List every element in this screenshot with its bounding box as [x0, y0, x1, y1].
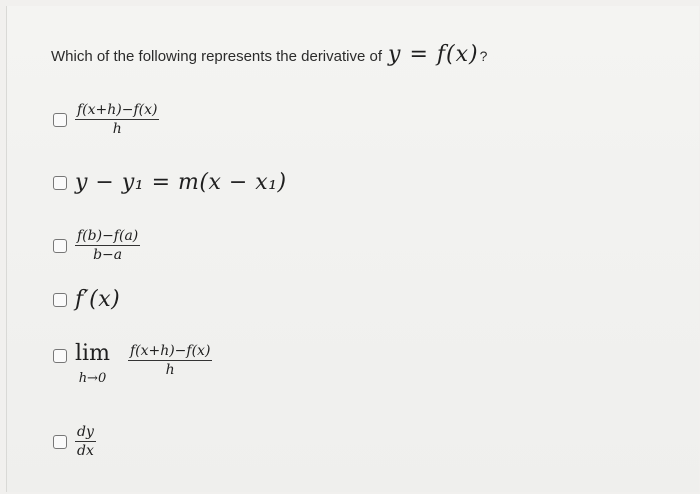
fraction-numerator: dy [75, 424, 96, 442]
fraction-denominator: h [112, 121, 122, 138]
fraction-denominator: h [165, 362, 175, 379]
radio-button[interactable] [53, 349, 67, 363]
question-card [6, 6, 699, 492]
option-fraction [75, 102, 159, 137]
radio-button[interactable] [53, 293, 67, 307]
fraction-denominator: dx [77, 443, 94, 460]
radio-button[interactable] [53, 176, 67, 190]
radio-button[interactable] [53, 239, 67, 253]
limit-label: lim [75, 341, 110, 366]
question-mark: ? [479, 48, 488, 64]
radio-button[interactable] [53, 113, 67, 127]
answer-option-1[interactable] [53, 102, 159, 137]
answer-option-5[interactable] [53, 343, 212, 386]
answer-option-2[interactable] [53, 170, 287, 195]
option-equation: y − y₁ = m(x − x₁) [75, 170, 287, 195]
question-text: Which of the following represents the derivative of [51, 48, 383, 65]
fraction-numerator: f(x+h)−f(x) [128, 343, 212, 361]
answer-option-3[interactable] [53, 228, 140, 263]
option-fraction [75, 228, 140, 263]
fraction-numerator: f(b)−f(a) [75, 228, 140, 246]
limit-subscript: h→0 [78, 371, 107, 386]
question-prompt [51, 42, 487, 67]
fraction-denominator: b−a [93, 247, 123, 264]
option-fraction [128, 343, 212, 378]
limit-operator [75, 343, 110, 386]
fraction-numerator: f(x+h)−f(x) [75, 102, 159, 120]
option-fraction [75, 424, 96, 459]
question-expression: y = f(x) [388, 42, 479, 67]
radio-button[interactable] [53, 435, 67, 449]
answer-option-6[interactable] [53, 424, 96, 459]
answer-option-4[interactable] [53, 287, 120, 312]
option-expression: f′(x) [75, 287, 121, 312]
